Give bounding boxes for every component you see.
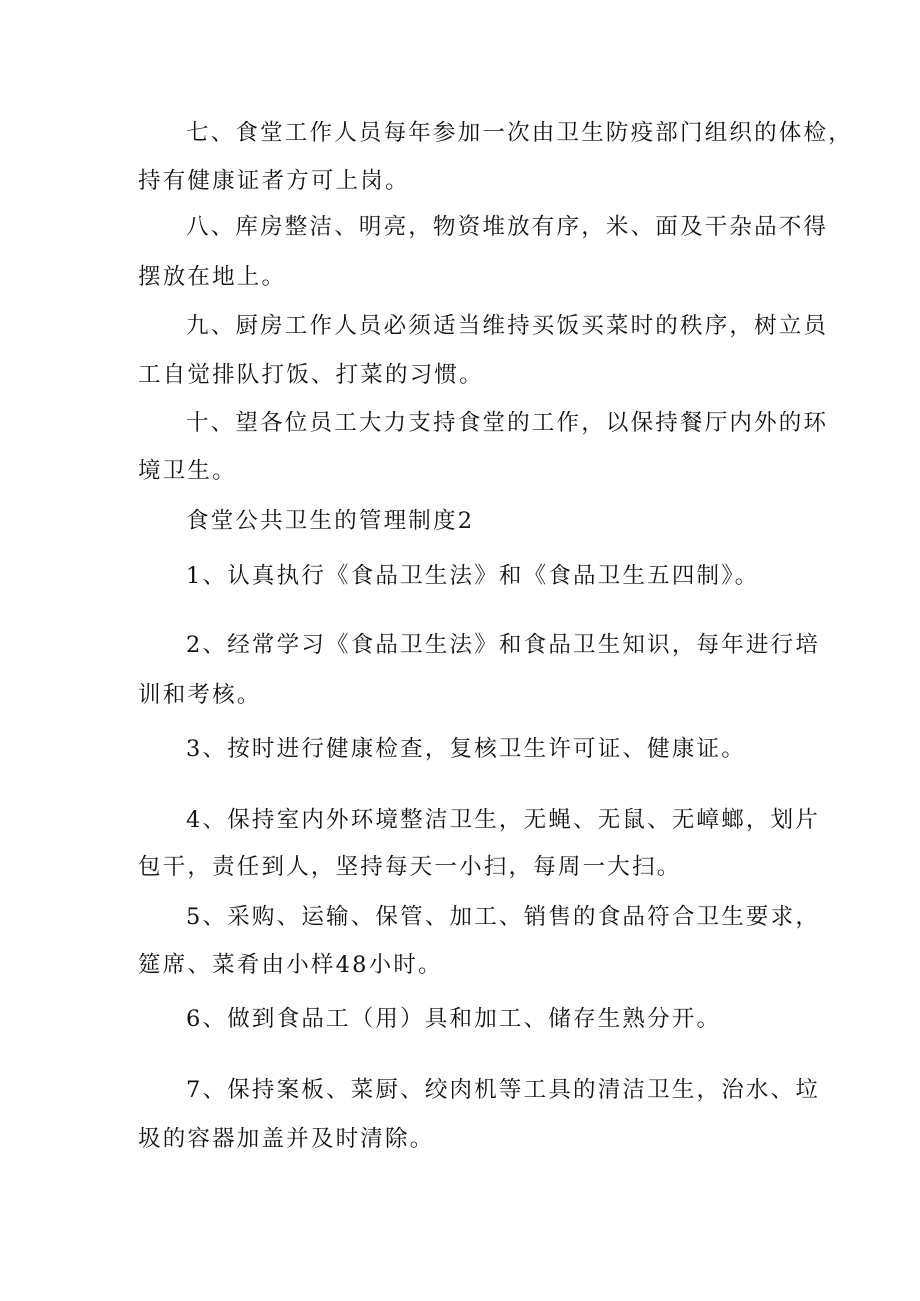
rule-5-line-2: 筵席、菜肴由小样48小时。 [138,952,443,978]
rule-6: 6、做到食品工（用）具和加工、储存生熟分开。 [186,1006,722,1032]
paragraph-9-line-2: 工自觉排队打饭、打菜的习惯。 [138,362,484,388]
rule-1: 1、认真执行《食品卫生法》和《食品卫生五四制》。 [186,563,760,589]
paragraph-7-line-2: 持有健康证者方可上岗。 [138,168,410,194]
rule-4-line-2: 包干，责任到人，坚持每天一小扫，每周一大扫。 [138,854,682,880]
rule-7-line-2: 圾的容器加盖并及时清除。 [138,1126,435,1152]
rule-4-line-1: 4、保持室内外环境整洁卫生，无蝇、无鼠、无嶂螂，划片 [186,807,821,833]
rule-5-line-1: 5、采购、运输、保管、加工、销售的食品符合卫生要求， [186,904,821,930]
paragraph-7-line-1: 七、食堂工作人员每年参加一次由卫生防疫部门组织的体检， [186,120,853,146]
rule-3: 3、按时进行健康检查，复核卫生许可证、健康证。 [186,736,746,762]
paragraph-9-line-1: 九、厨房工作人员必须适当维持买饭买菜时的秩序，树立员 [186,313,829,339]
rule-2-line-1: 2、经常学习《食品卫生法》和食品卫生知识，每年进行培 [186,632,821,658]
paragraph-10-line-2: 境卫生。 [138,458,237,484]
rule-2-line-2: 训和考核。 [138,682,262,708]
paragraph-10-line-1: 十、望各位员工大力支持食堂的工作，以保持餐厅内外的环 [186,410,829,436]
rule-7-line-1: 7、保持案板、菜厨、绞肉机等工具的清洁卫生，治水、垃 [186,1077,821,1103]
paragraph-8-line-2: 摆放在地上。 [138,264,287,290]
section-heading: 食堂公共卫生的管理制度2 [186,508,475,534]
paragraph-8-line-1: 八、库房整洁、明亮，物资堆放有序，米、面及干杂品不得 [186,214,829,240]
